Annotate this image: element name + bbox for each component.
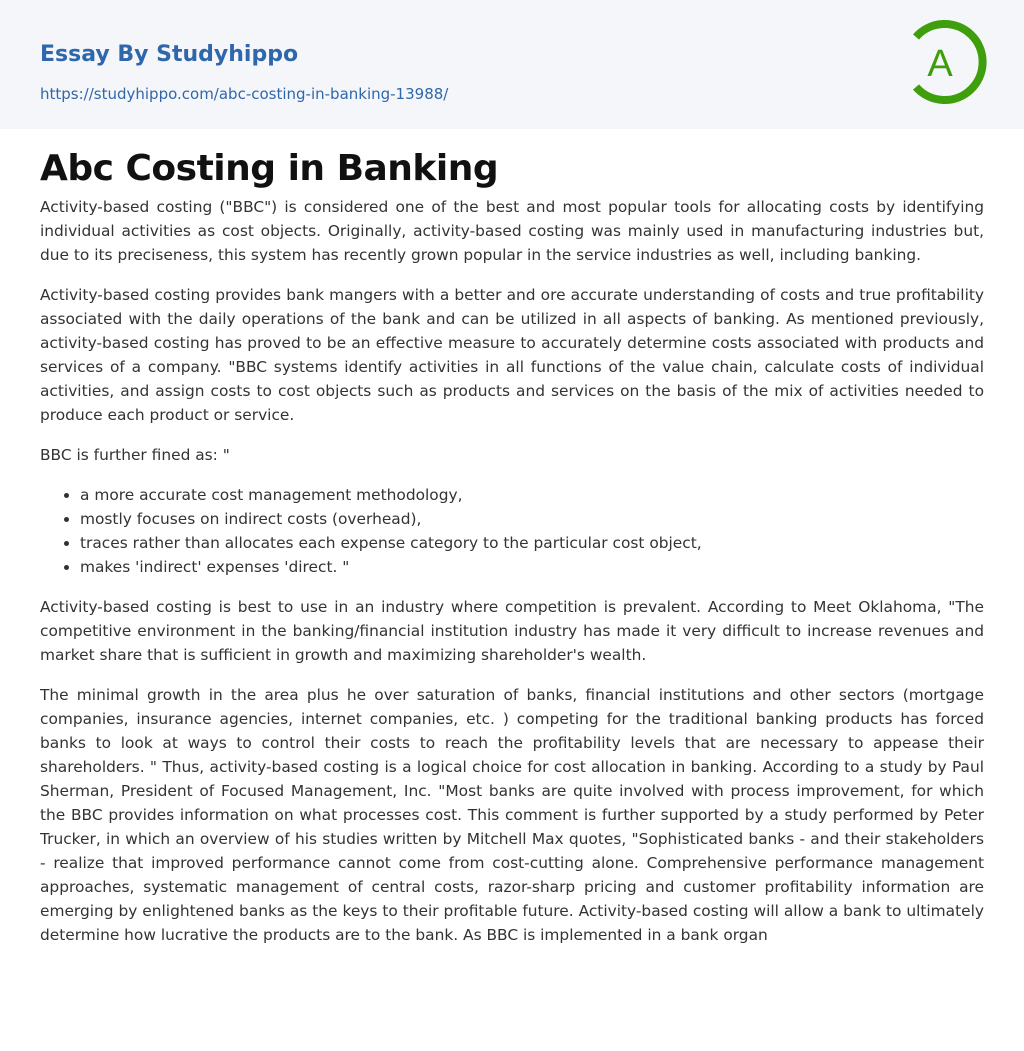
site-header [0,0,1024,129]
list-item: • mostly focuses on indirect costs (overhead), [80,507,984,531]
list-item: • a more accurate cost management methodology, [80,483,984,507]
definition-list [40,483,984,579]
brand-title: Essay By Studyhippo [40,42,299,67]
studyhippo-logo-icon [902,19,988,105]
essay-url-link[interactable]: https://studyhippo.com/abc-costing-in-banking-13988/ [40,85,449,103]
essay-content [0,147,1024,947]
paragraph: Activity-based costing provides bank mangers with a better and ore accurate understanding of costs and true profitability associated with the daily operations of the bank and can be utilized in all aspects of banking. As mentioned previously, activity-based costing has proved to be an effective measure to accurately determine costs associated with products and services of a company. "BBC systems identify activities in all functions of the value chain, calculate costs of individual activities, and assign costs to cost objects such as products and services on the basis of the mix of activities needed to produce each product or service. [40,286,984,424]
paragraph: Activity-based costing is best to use in an industry where competition is prevalent. According to Meet Oklahoma, "The competitive environment in the banking/financial institution industry has made it very difficult to increase revenues and market share that is sufficient in growth and maximizing shareholder's wealth. [40,598,984,664]
paragraph: The minimal growth in the area plus he over saturation of banks, financial institutions and other sectors (mortgage companies, insurance agencies, internet companies, etc. ) competing for the traditional banking products has forced banks to look at ways to control their costs to reach the profitability levels that are necessary to appease their shareholders. " Thus, activity-based costing is a logical choice for cost allocation in banking. According to a study by Paul Sherman, President of Focused Management, Inc. "Most banks are quite involved with process improvement, for which the BBC provides information on what processes cost. This comment is further supported by a study performed by Peter Trucker, in which an overview of his studies written by Mitchell Max quotes, "Sophisticated banks - and their stakeholders - realize that improved performance cannot come from cost-cutting alone. Comprehensive performance management approaches, systematic management of central costs, razor-sharp pricing and customer profitability information are emerging by enlightened banks as the keys to their profitable future. Activity-based costing will allow a bank to ultimately determine how lucrative the products are to the bank. As BBC is implemented in a bank organ [40,686,984,944]
svg-text:A: A [927,43,953,85]
list-item: • traces rather than allocates each expense category to the particular cost object, [80,531,984,555]
paragraph: BBC is further fined as: " [40,446,230,464]
paragraph: Activity-based costing ("BBC") is considered one of the best and most popular tools for allocating costs by identifying individual activities as cost objects. Originally, activity-based costing was mainly used in manufacturing industries but, due to its preciseness, this system has recently grown popular in the service industries as well, including banking. [40,198,984,264]
list-item: • makes 'indirect' expenses 'direct. " [80,555,984,579]
essay-title: Abc Costing in Banking [40,148,499,189]
